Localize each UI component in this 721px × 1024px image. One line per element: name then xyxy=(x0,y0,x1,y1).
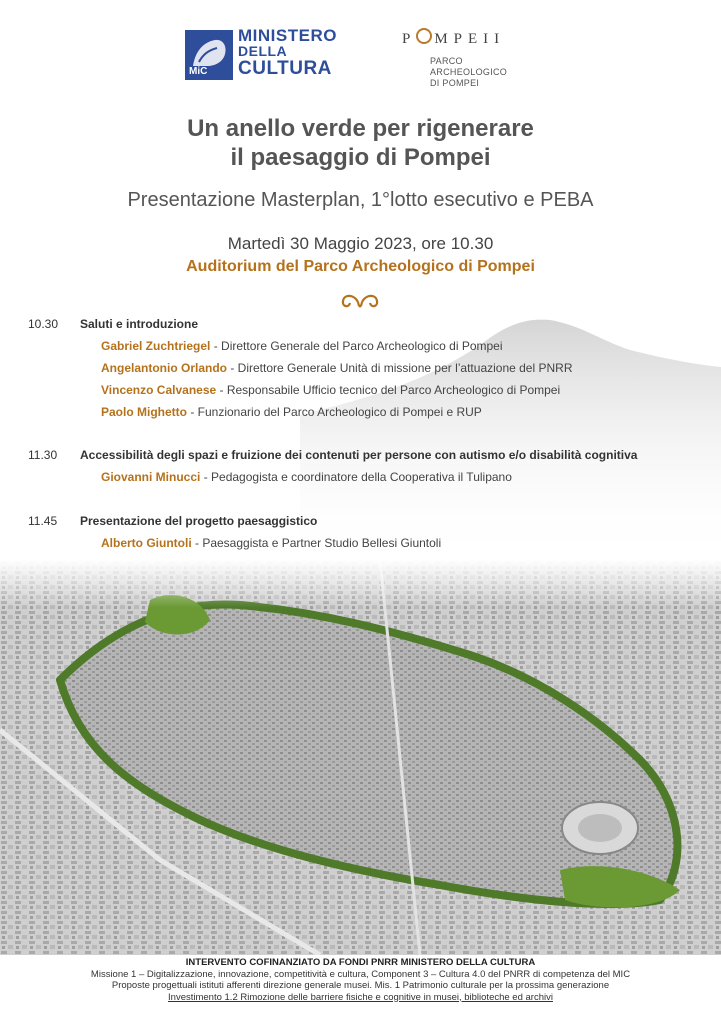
pompeii-logo-word xyxy=(402,28,505,48)
pompeii-sub-line-2: ARCHEOLOGICO xyxy=(430,67,508,77)
speaker-name: Alberto Giuntoli xyxy=(101,536,192,550)
event-date: Martedì 30 Maggio 2023, ore 10.30 xyxy=(227,234,494,253)
mic-line-3: CULTURA xyxy=(238,58,332,79)
title-line-2: il paesaggio di Pompei xyxy=(230,144,491,171)
pompeii-ring-icon xyxy=(416,28,432,44)
speaker-name: Gabriel Zuchtriegel xyxy=(101,339,211,353)
footer-line-1: Missione 1 – Digitalizzazione, innovazione, competitività e cultura, Component 3 – Cultura 4.0 del PNRR di competenza del MIC xyxy=(90,968,631,980)
speaker-row xyxy=(101,405,482,419)
pompeii-sub-line-1: PARCO xyxy=(430,56,463,66)
event-venue: Auditorium del Parco Archeologico di Pompei xyxy=(186,258,535,275)
speaker-name: Vincenzo Calvanese xyxy=(101,383,217,397)
pompeii-sub-line-3: DI POMPEI xyxy=(430,78,480,88)
speaker-role: - Pedagogista e coordinatore della Cooperativa il Tulipano xyxy=(200,470,512,484)
program-time-3: 11.45 xyxy=(28,514,58,528)
mic-line-1: MINISTERO xyxy=(238,26,337,45)
speaker-role: - Responsabile Ufficio tecnico del Parco Archeologico di Pompei xyxy=(216,383,561,397)
mic-line-2: DELLA xyxy=(238,43,288,59)
speaker-role: - Funzionario del Parco Archeologico di Pompei e RUP xyxy=(187,405,482,419)
program-time-2: 11.30 xyxy=(28,448,58,462)
footer-title: INTERVENTO COFINANZIATO DA FONDI PNRR MINISTERO DELLA CULTURA xyxy=(185,957,536,968)
pompeii-logo-prefix: P xyxy=(402,31,417,47)
aerial-view-image xyxy=(0,560,721,955)
speaker-row xyxy=(101,470,512,484)
speaker-name: Paolo Mighetto xyxy=(101,405,187,419)
speaker-row xyxy=(101,339,503,353)
mic-badge-text: MiC xyxy=(189,66,208,77)
speaker-row xyxy=(101,383,560,397)
program-heading-1: Saluti e introduzione xyxy=(80,317,199,331)
page-title xyxy=(0,114,721,172)
footer-line-3: Investimento 1.2 Rimozione delle barriere fisiche e cognitive in musei, biblioteche ed archivi xyxy=(168,991,553,1003)
footer-line-2: Proposte progettuali istituti afferenti direzione generale musei. Mis. 1 Patrimonio culturale per la prossima generazione xyxy=(111,980,610,991)
speaker-role: - Direttore Generale del Parco Archeologico di Pompei xyxy=(210,339,503,353)
page-subtitle: Presentazione Masterplan, 1°lotto esecutivo e PEBA xyxy=(127,189,594,211)
speaker-role: - Paesaggista e Partner Studio Bellesi Giuntoli xyxy=(191,536,442,550)
pompeii-logo-subtitle xyxy=(430,56,507,89)
speaker-role: - Direttore Generale Unità di missione per l’attuazione del PNRR xyxy=(227,361,573,375)
footer-funding-notice xyxy=(0,957,721,1003)
speaker-name: Angelantonio Orlando xyxy=(101,361,227,375)
ornament-icon xyxy=(338,292,382,314)
ministry-logo-text xyxy=(238,27,337,79)
program-heading-2: Accessibilità degli spazi e fruizione dei contenuti per persone con autismo e/o disabilità cognitiva xyxy=(80,448,638,462)
speaker-name: Giovanni Minucci xyxy=(101,470,201,484)
speaker-row xyxy=(101,536,441,550)
speaker-row xyxy=(101,361,573,375)
pompeii-logo-rest: MPEII xyxy=(434,31,506,47)
title-line-1: Un anello verde per rigenerare xyxy=(187,115,534,142)
program-heading-3: Presentazione del progetto paesaggistico xyxy=(80,514,318,528)
ministry-emblem-icon xyxy=(185,30,233,80)
program-time-1: 10.30 xyxy=(28,317,59,331)
